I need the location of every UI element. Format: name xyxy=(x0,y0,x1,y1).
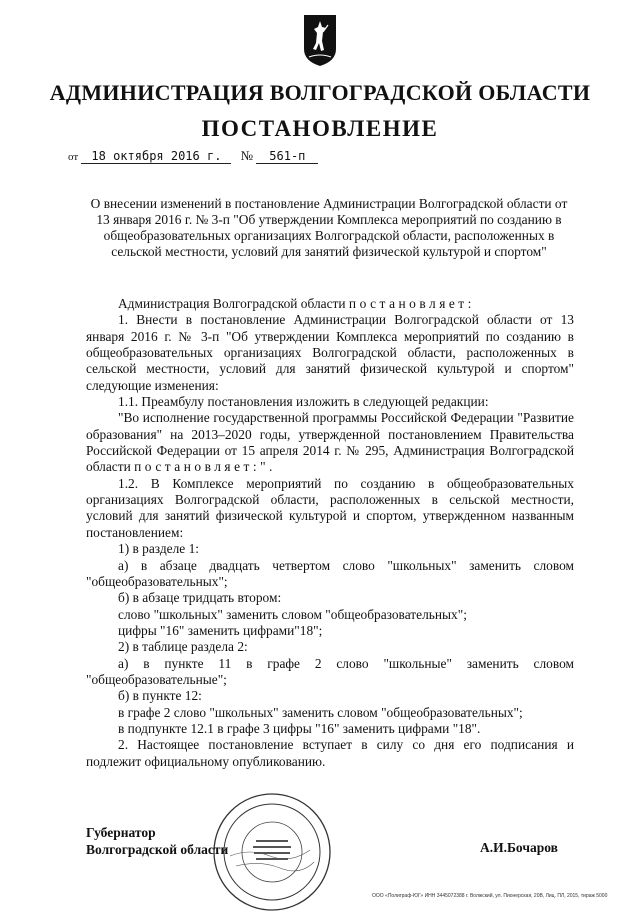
number-label: № xyxy=(240,148,254,163)
subitem-2b: б) в пункте 12: xyxy=(118,688,202,704)
subitem-1a: а) в абзаце двадцать четвертом слово "школьных" заменить словом "общеобразовательных"; xyxy=(86,557,574,589)
paragraph-1: 1. Внести в постановление Администрации Волгоградской области от 13 января 2016 г. № 3-п "Об утверждении Комплекса мероприятий по созданию в общеобразовательных организациях Волгоградской области, расположенных в сельской местности, условий для занятий физической культурой и спортом" следующие изменения: xyxy=(86,312,574,393)
document-subject: О внесении изменений в постановление Администрации Волгоградской области от 13 января 2016 г. № 3-п "Об утверждении Комплекса мероприятий по созданию в общеобразовательных организациях Волгоградской области, расположенных в сельской местности, условий для занятий физической культурой и спортом" xyxy=(90,196,568,259)
preamble-quote xyxy=(86,410,574,475)
date-prefix: от xyxy=(68,151,79,163)
coat-of-arms-emblem xyxy=(302,13,338,68)
official-stamp xyxy=(210,790,334,914)
intro-text: Администрация Волгоградской области xyxy=(118,296,346,311)
preamble-quote-decree: постановляет:". xyxy=(134,459,276,475)
subitem-1: 1) в разделе 1: xyxy=(118,541,200,557)
paragraph-2: 2. Настоящее постановление вступает в силу со дня его подписания и подлежит официальному опубликованию. xyxy=(86,737,574,769)
document-date: 18 октября 2016 г. xyxy=(81,149,231,164)
document-number: 561-п xyxy=(256,149,318,164)
signatory-title xyxy=(86,824,228,858)
subitem-1b: б) в абзаце тридцать втором: xyxy=(118,590,282,606)
subitem-2b-1: в графе 2 слово "школьных" заменить словом "общеобразовательных"; xyxy=(118,704,523,720)
paragraph-1-1: 1.1. Преамбулу постановления изложить в следующей редакции: xyxy=(118,394,489,410)
document-type: ПОСТАНОВЛЕНИЕ xyxy=(201,116,439,141)
date-number-line xyxy=(68,148,318,164)
intro-decree: постановляет: xyxy=(348,296,475,311)
paragraph-1-2: 1.2. В Комплексе мероприятий по созданию в общеобразовательных организациях Волгоградской области, расположенных в сельской местности, условий для занятий физической культурой и спортом, утвержденном названным постановлением: xyxy=(86,475,574,540)
subitem-1b-1: слово "школьных" заменить словом "общеобразовательных"; xyxy=(118,606,467,622)
preamble-quote-text: "Во исполнение государственной программы Российской Федерации "Развитие образования" на 2013–2020 годы, утвержденной постановлением Правительства Российской Федерации от 15 апреля 2014 г. № 295, Администрация Волгоградской области xyxy=(86,410,574,475)
subitem-2a: а) в пункте 11 в графе 2 слово "школьные" заменить словом "общеобразовательные"; xyxy=(86,655,574,687)
subitem-2b-2: в подпункте 12.1 в графе 3 цифры "16" заменить цифрами "18". xyxy=(118,720,481,736)
subitem-2: 2) в таблице раздела 2: xyxy=(118,639,248,655)
signatory-title-line2: Волгоградской области xyxy=(86,842,229,857)
signatory-title-line1: Губернатор xyxy=(86,825,156,840)
signatory-name: А.И.Бочаров xyxy=(480,840,558,855)
subitem-1b-2: цифры "16" заменить цифрами"18"; xyxy=(118,622,323,638)
intro-paragraph xyxy=(86,296,574,312)
printer-footer: ООО «Полиграф-ЮГ» ИНН 3445072388 г. Волжский, ул. Пионерская, 20В, Лиц. ПЛ, 2015, тираж 5000 xyxy=(372,893,608,899)
organization-title: АДМИНИСТРАЦИЯ ВОЛГОГРАДСКОЙ ОБЛАСТИ xyxy=(49,80,591,105)
document-body xyxy=(86,296,574,770)
